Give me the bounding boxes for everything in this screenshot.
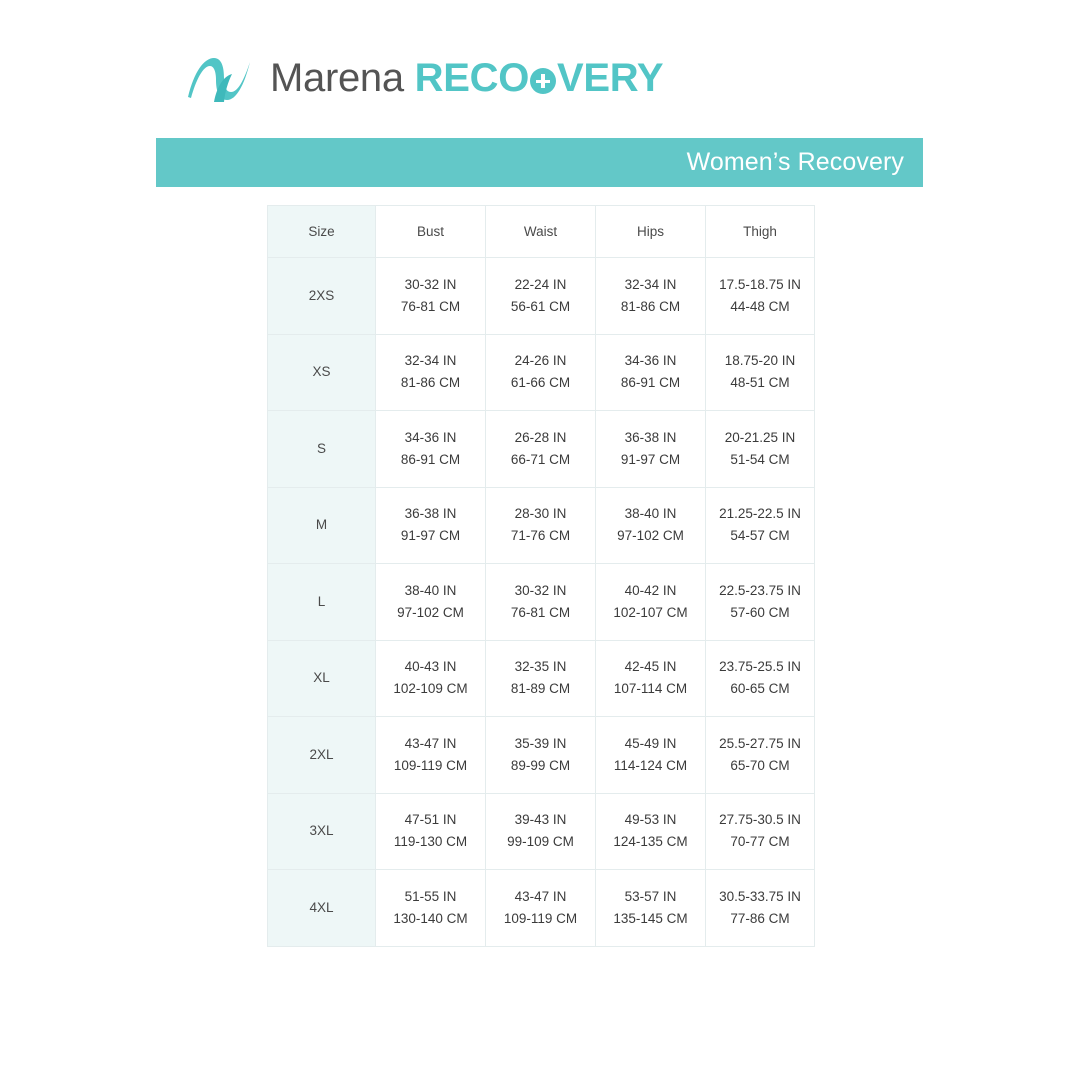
cell-waist (486, 640, 596, 717)
cell-thigh-cm: 57-60 CM (730, 604, 790, 620)
cell-bust-cm: 91-97 CM (400, 528, 461, 544)
logo-product-text-pre: RECO (414, 56, 530, 100)
table-row (268, 640, 815, 717)
cell-thigh-cm: 51-54 CM (730, 451, 790, 467)
cell-bust-in: 47-51 IN (404, 812, 457, 828)
cell-waist-in: 35-39 IN (514, 735, 567, 751)
cell-thigh-cm: 60-65 CM (730, 681, 790, 697)
cell-bust (376, 487, 486, 564)
cell-bust-cm: 109-119 CM (393, 757, 468, 773)
table-header (268, 206, 815, 258)
cell-hips (596, 564, 706, 641)
cell-bust-cm: 119-130 CM (393, 834, 468, 850)
table-row (268, 411, 815, 488)
table-row (268, 258, 815, 335)
cell-thigh-cm: 77-86 CM (730, 910, 790, 926)
cell-waist-cm: 81-89 CM (510, 681, 571, 697)
cell-waist-in: 22-24 IN (514, 276, 567, 292)
cell-thigh-in: 21.25-22.5 IN (719, 506, 801, 522)
cell-bust-cm: 86-91 CM (400, 451, 461, 467)
column-header-hips: Hips (596, 206, 706, 258)
cell-hips-in: 40-42 IN (624, 582, 677, 598)
cell-hips (596, 793, 706, 870)
cell-waist-cm: 109-119 CM (503, 910, 578, 926)
cell-waist (486, 334, 596, 411)
cell-hips (596, 717, 706, 794)
cell-waist (486, 717, 596, 794)
cell-waist-cm: 99-109 CM (507, 834, 574, 850)
cell-hips-in: 34-36 IN (624, 353, 677, 369)
cell-hips-in: 36-38 IN (624, 429, 677, 445)
cell-waist (486, 870, 596, 947)
cell-size: M (268, 487, 376, 564)
cell-waist-cm: 76-81 CM (510, 604, 571, 620)
logo-wordmark (270, 58, 663, 98)
cell-thigh-in: 17.5-18.75 IN (719, 276, 801, 292)
cell-waist-cm: 56-61 CM (510, 298, 571, 314)
cell-bust-cm: 97-102 CM (397, 604, 464, 620)
table-row (268, 870, 815, 947)
cell-size: 3XL (268, 793, 376, 870)
cell-hips (596, 334, 706, 411)
cell-waist-cm: 61-66 CM (510, 375, 571, 391)
cell-hips (596, 487, 706, 564)
table-row (268, 334, 815, 411)
cell-size: S (268, 411, 376, 488)
cell-hips-cm: 107-114 CM (613, 681, 688, 697)
cell-thigh-in: 20-21.25 IN (724, 429, 796, 445)
cell-hips-cm: 102-107 CM (613, 604, 688, 620)
cell-hips-cm: 97-102 CM (617, 528, 684, 544)
cell-thigh-in: 23.75-25.5 IN (719, 659, 801, 675)
cell-hips-in: 38-40 IN (624, 506, 677, 522)
cell-hips-in: 42-45 IN (624, 659, 677, 675)
cell-waist (486, 487, 596, 564)
cell-waist-cm: 66-71 CM (510, 451, 571, 467)
cell-bust-in: 36-38 IN (404, 506, 457, 522)
cell-waist-in: 26-28 IN (514, 429, 567, 445)
table-row (268, 487, 815, 564)
cell-bust (376, 411, 486, 488)
cell-bust (376, 258, 486, 335)
cell-bust-cm: 76-81 CM (400, 298, 461, 314)
cell-thigh-cm: 48-51 CM (730, 375, 790, 391)
cell-hips-in: 45-49 IN (624, 735, 677, 751)
cell-thigh-cm: 65-70 CM (730, 757, 790, 773)
cell-waist-in: 32-35 IN (514, 659, 567, 675)
column-header-size: Size (268, 206, 376, 258)
cell-size: XS (268, 334, 376, 411)
column-header-waist: Waist (486, 206, 596, 258)
cell-waist-cm: 89-99 CM (510, 757, 571, 773)
cell-thigh (706, 487, 815, 564)
chart-title-bar (156, 138, 923, 187)
brand-logo (184, 48, 663, 108)
cell-thigh-cm: 44-48 CM (730, 298, 790, 314)
cell-waist-in: 39-43 IN (514, 812, 567, 828)
table-row (268, 717, 815, 794)
cell-hips (596, 870, 706, 947)
cell-bust-in: 32-34 IN (404, 353, 457, 369)
cell-thigh (706, 717, 815, 794)
table-row (268, 793, 815, 870)
column-header-bust: Bust (376, 206, 486, 258)
cell-bust (376, 564, 486, 641)
cell-bust-in: 43-47 IN (404, 735, 457, 751)
cell-waist (486, 411, 596, 488)
cell-thigh (706, 564, 815, 641)
cell-hips-in: 53-57 IN (624, 888, 677, 904)
cell-thigh (706, 334, 815, 411)
cell-bust (376, 870, 486, 947)
cell-waist-in: 28-30 IN (514, 506, 567, 522)
cell-thigh-in: 22.5-23.75 IN (719, 582, 801, 598)
cell-hips-cm: 91-97 CM (620, 451, 681, 467)
cell-thigh-in: 27.75-30.5 IN (719, 812, 801, 828)
cell-thigh-in: 18.75-20 IN (724, 353, 796, 369)
cell-hips-in: 49-53 IN (624, 812, 677, 828)
cell-waist-cm: 71-76 CM (510, 528, 571, 544)
table-header-row (268, 206, 815, 258)
marena-wave-icon (184, 52, 256, 104)
cell-bust (376, 717, 486, 794)
cell-bust (376, 334, 486, 411)
cell-bust-cm: 130-140 CM (393, 910, 468, 926)
cell-bust-in: 51-55 IN (404, 888, 457, 904)
cell-bust-in: 30-32 IN (404, 276, 457, 292)
cell-bust-in: 40-43 IN (404, 659, 457, 675)
cell-waist (486, 258, 596, 335)
cell-thigh (706, 870, 815, 947)
cell-thigh (706, 411, 815, 488)
cell-waist-in: 24-26 IN (514, 353, 567, 369)
page-title: Women’s Recovery (686, 148, 904, 176)
logo-product-text-post: VERY (557, 56, 664, 100)
column-header-thigh: Thigh (706, 206, 815, 258)
table-row (268, 564, 815, 641)
cell-hips (596, 411, 706, 488)
cell-hips-cm: 124-135 CM (613, 834, 688, 850)
cell-size: L (268, 564, 376, 641)
cell-thigh-in: 25.5-27.75 IN (719, 735, 801, 751)
cell-hips-cm: 114-124 CM (613, 757, 688, 773)
cell-bust-cm: 102-109 CM (393, 681, 468, 697)
cell-thigh-cm: 54-57 CM (730, 528, 790, 544)
size-chart-table (267, 205, 815, 947)
table-body (268, 258, 815, 947)
cell-bust (376, 793, 486, 870)
cell-hips-cm: 135-145 CM (613, 910, 688, 926)
cell-bust-in: 38-40 IN (404, 582, 457, 598)
cell-bust (376, 640, 486, 717)
cell-size: 4XL (268, 870, 376, 947)
cell-waist (486, 793, 596, 870)
medical-cross-icon (530, 68, 556, 94)
cell-waist (486, 564, 596, 641)
cell-thigh (706, 258, 815, 335)
cell-hips-cm: 81-86 CM (620, 298, 681, 314)
cell-hips (596, 258, 706, 335)
cell-waist-in: 30-32 IN (514, 582, 567, 598)
cell-hips (596, 640, 706, 717)
cell-thigh (706, 640, 815, 717)
cell-thigh-in: 30.5-33.75 IN (719, 888, 801, 904)
cell-size: XL (268, 640, 376, 717)
cell-hips-cm: 86-91 CM (620, 375, 681, 391)
cell-size: 2XS (268, 258, 376, 335)
cell-thigh (706, 793, 815, 870)
logo-brand-text: Marena (270, 56, 404, 100)
cell-bust-in: 34-36 IN (404, 429, 457, 445)
cell-waist-in: 43-47 IN (514, 888, 567, 904)
cell-thigh-cm: 70-77 CM (730, 834, 790, 850)
cell-size: 2XL (268, 717, 376, 794)
cell-bust-cm: 81-86 CM (400, 375, 461, 391)
cell-hips-in: 32-34 IN (624, 276, 677, 292)
